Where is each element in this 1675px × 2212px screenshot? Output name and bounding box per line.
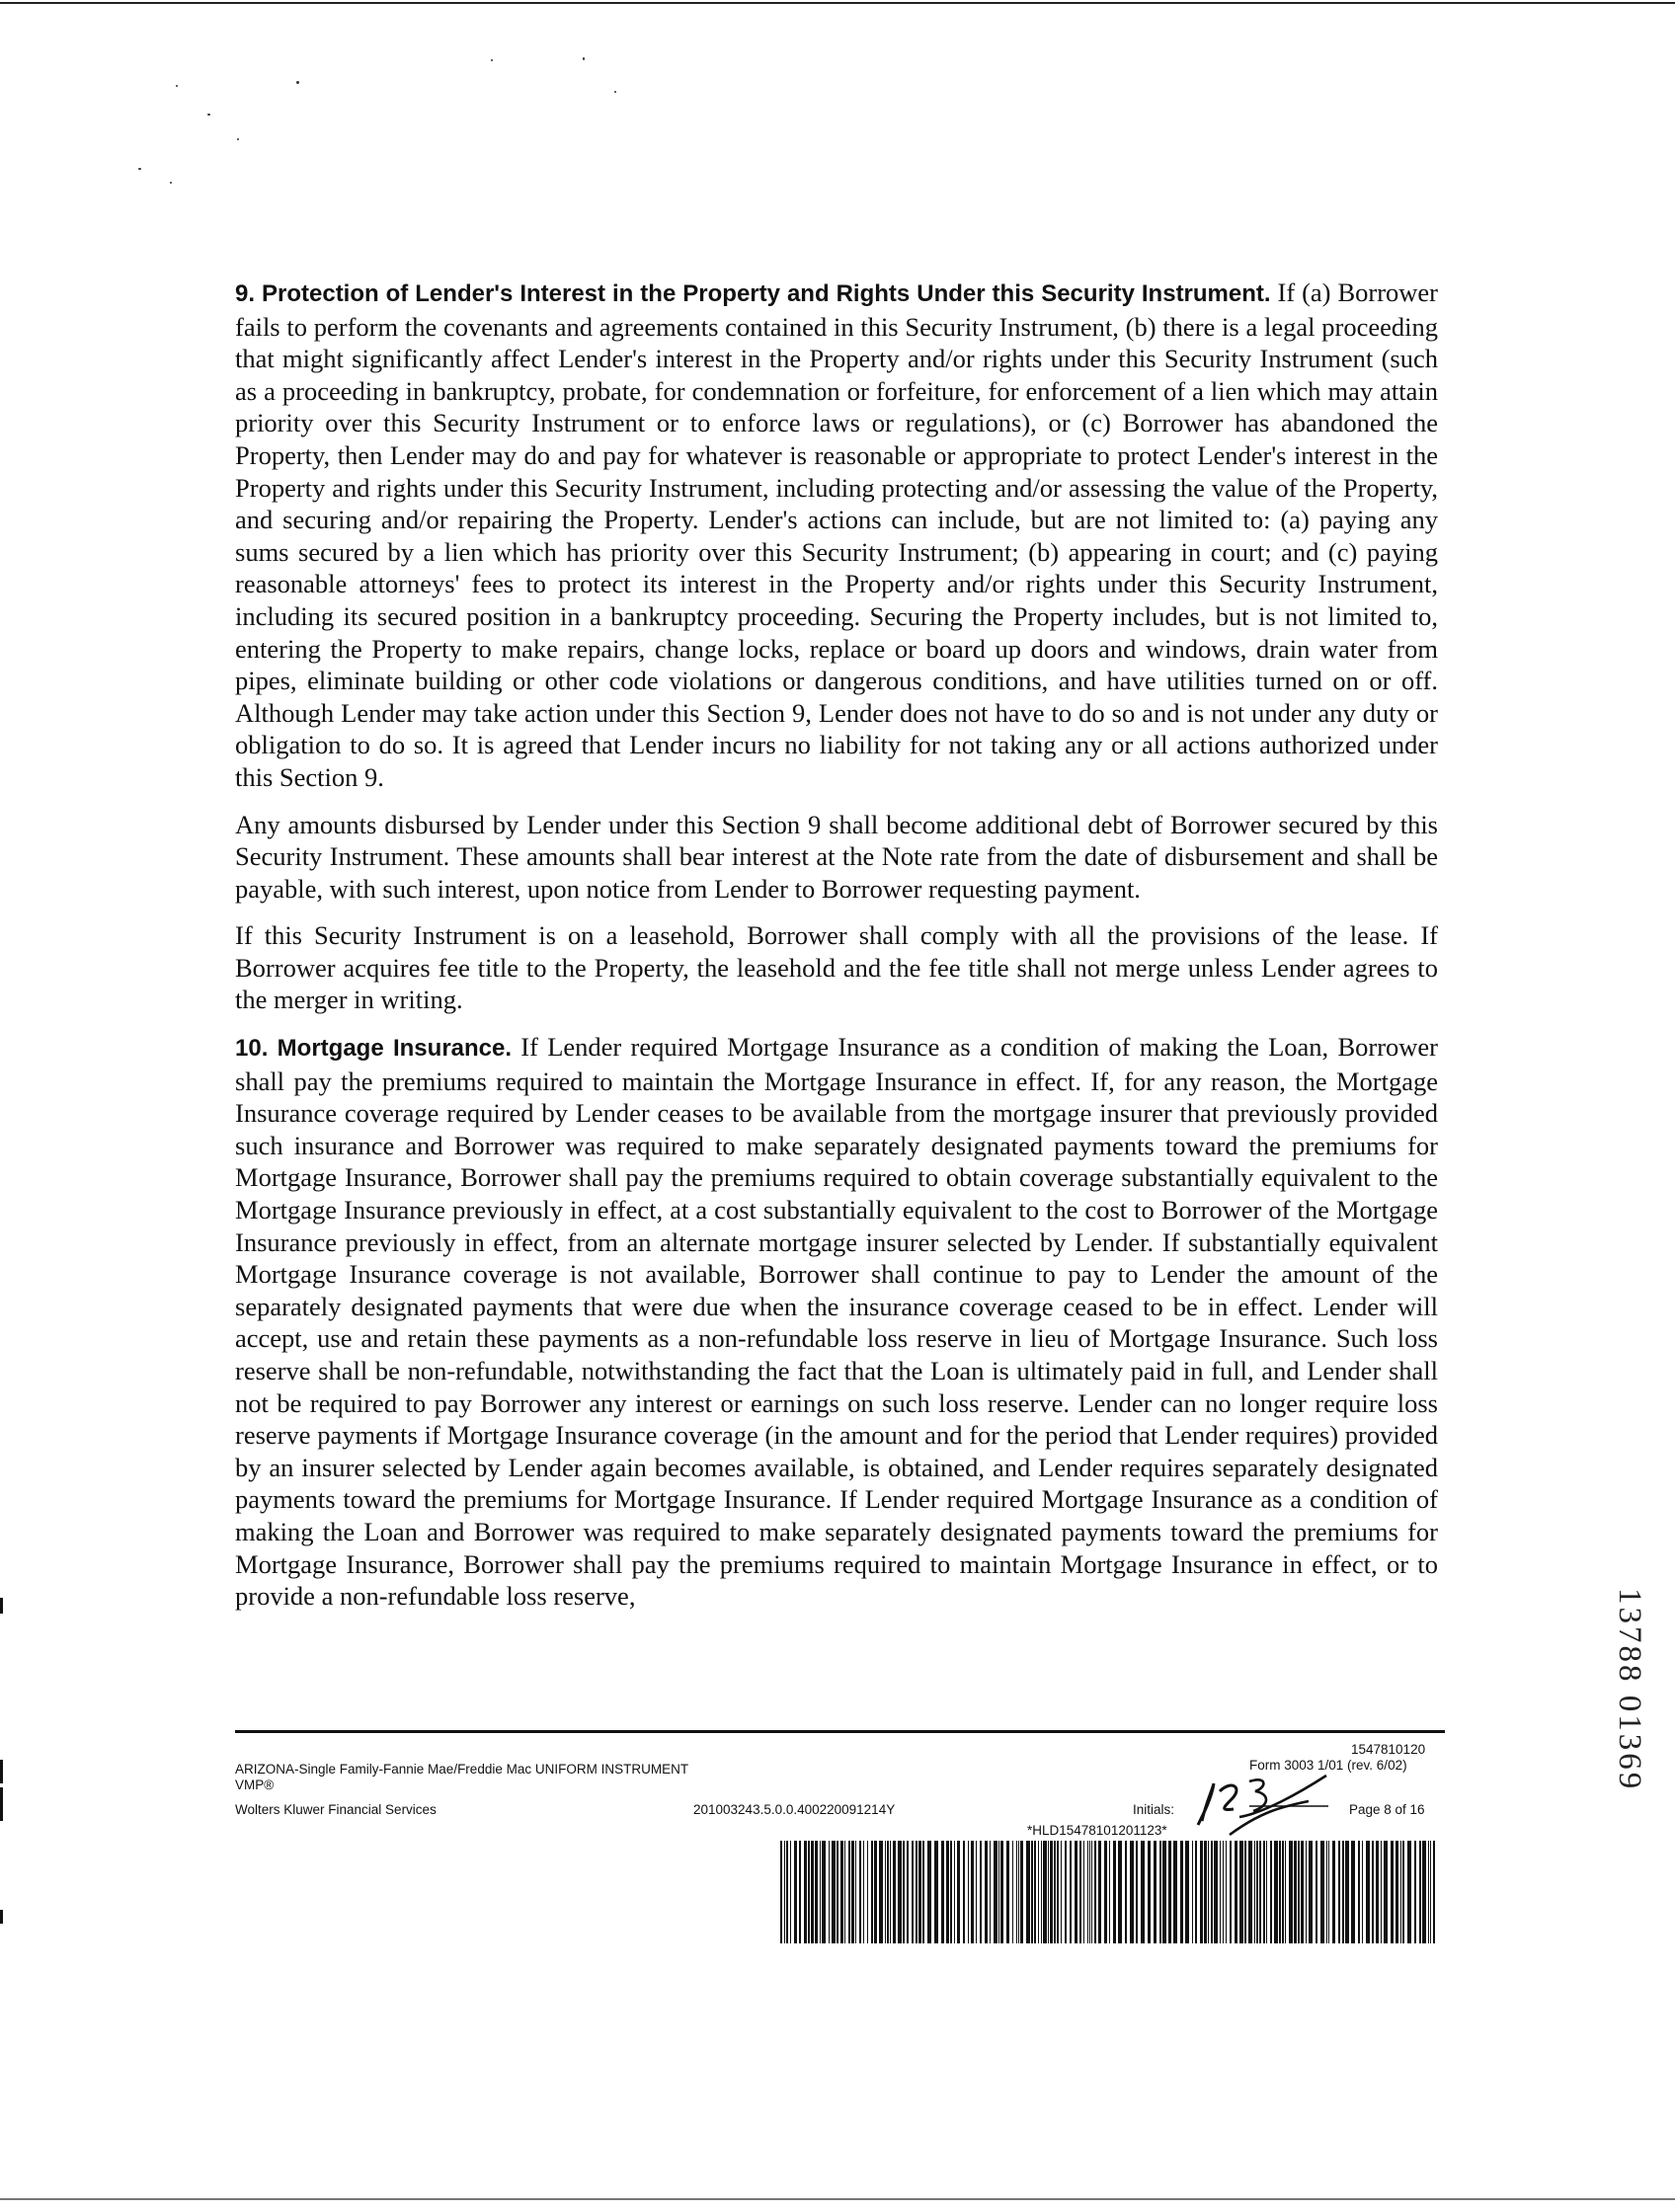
publisher: Wolters Kluwer Financial Services [235,1802,437,1817]
barcode-bar [1239,1841,1243,1943]
barcode-bar [1192,1841,1193,1943]
margin-tick [0,1787,3,1821]
scan-speck [296,81,299,84]
barcode-bar [1012,1841,1013,1943]
barcode-bar [1016,1841,1017,1943]
barcode-bar [1407,1841,1411,1943]
barcode-bar [1362,1841,1363,1943]
barcode-bar [1376,1841,1379,1943]
section-9-paragraph-3: If this Security Instrument is on a leasehold, Borrower shall comply with all the provisions of the lease. If Borrower acquires fee title to the Property, the leasehold and the fee title shall not merge unless Lender agrees to the merger in writing. [235,920,1438,1015]
section-10-text: If Lender required Mortgage Insurance as a condition of making the Loan, Borrower shall pay the premiums required to maintain the Mortgage Insurance in effect. If, for any reason, the Mortgage Insurance coverage required by Lender ceases to be available from the mortgage insurer that previously provided such insurance and Borrower was required to make separately designated payments toward the premiums for Mortgage Insurance, Borrower shall pay the premiums required to obtain coverage substantially equivalent to the Mortgage Insurance previously in effect, at a cost substantially equivalent to the cost to Borrower of the Mortgage Insurance previously in effect, from an alternate mortgage insurer selected by Lender. If substantially equivalent Mortgage Insurance coverage is not available, Borrower shall continue to pay to Lender the amount of the separately designated payments that were due when the insurance coverage ceased to be in effect. Lender will accept, use and retain these payments as a non-refundable loss reserve in lieu of Mortgage Insurance. Such loss reserve shall be non-refundable, notwithstanding the fact that the Loan is ultimately paid in full, and Lender shall not be required to pay Borrower any interest or earnings on such loss reserve. Lender can no longer require loss reserve payments if Mortgage Insurance coverage (in the amount and for the period that Lender requires) provided by an insurer selected by Lender again becomes available, is obtained, and Lender requires separately designated payments toward the premiums for Mortgage Insurance. If Lender required Mortgage Insurance as a condition of making the Loan and Borrower was required to make separately designated payments toward the premiums for Mortgage Insurance, Borrower shall pay the premiums required to maintain Mortgage Insurance in effect, or to provide a non-refundable loss reserve, [235,1032,1438,1612]
section-9-text: If (a) Borrower fails to perform the covenants and agreements contained in this Security Instrument, (b) there is a legal proceeding that might significantly affect Lender's interest in the Property and/or rights under this Security Instrument (such as a proceeding in bankruptcy, probate, for condemnation or forfeiture, for enforcement of a lien which may attain priority over this Security Instrument or to enforce laws or regulations), or (c) Borrower has abandoned the Property, then Lender may do and pay for whatever is reasonable or appropriate to protect Lender's interest in the Property and rights under this Security Instrument, including protecting and/or assessing the value of the Property, and securing and/or repairing the Property. Lender's actions can include, but are not limited to: (a) paying any sums secured by a lien which has priority over this Security Instrument; (b) appearing in court; and (c) paying reasonable attorneys' fees to protect its interest in the Property and/or rights under this Security Instrument, including its secured position in a bankruptcy proceeding. Securing the Property includes, but is not limited to, entering the Property to make repairs, change locks, replace or board up doors and windows, drain water from pipes, eliminate building or other code violations or dangerous conditions, and have utilities turned on or off. Although Lender may take action under this Section 9, Lender does not have to do so and is not under any duty or obligation to do so. It is agreed that Lender incurs no liability for not taking any or all actions authorized under this Section 9. [235,277,1438,792]
barcode-bar [1141,1841,1145,1943]
section-9-heading: 9. Protection of Lender's Interest in the Property and Rights Under this Security Instrument. [235,280,1271,307]
barcode-bar [912,1841,914,1943]
barcode-bar [941,1841,944,1943]
barcode-bar [1089,1841,1090,1943]
barcode-bar [885,1841,886,1943]
barcode-bar [1332,1841,1335,1943]
barcode-bar [1087,1841,1088,1943]
barcode-bar [1430,1841,1431,1943]
barcode-bar [799,1841,801,1943]
barcode-bar [1223,1841,1224,1943]
barcode-bar [1006,1841,1009,1943]
section-10-paragraph [235,1031,1438,1613]
barcode-bar [837,1841,838,1943]
barcode-bar [1211,1841,1213,1943]
barcode-bar [874,1841,877,1943]
footer-rule [235,1730,1445,1733]
barcode-bar [1226,1841,1227,1943]
barcode-bar [1054,1841,1056,1943]
barcode-bar [1381,1841,1382,1943]
barcode-bar [829,1841,830,1943]
barcode-bar [1038,1841,1039,1943]
barcode-bar [1338,1841,1340,1943]
scan-edge-top [0,2,1675,4]
barcode-bar [916,1841,917,1943]
barcode-bar [1328,1841,1329,1943]
barcode-bar [1065,1841,1067,1943]
barcode-bar [1079,1841,1081,1943]
barcode-bar [1285,1841,1286,1943]
section-9-paragraph [235,276,1438,794]
barcode-bar [1256,1841,1258,1943]
barcode-bar [1075,1841,1077,1943]
barcode-bar [1244,1841,1246,1943]
barcode-bar [1414,1841,1416,1943]
barcode-bar [1043,1841,1047,1943]
barcode-bar [1026,1841,1030,1943]
barcode-bar [1345,1841,1349,1943]
barcode-bar [985,1841,988,1943]
barcode-bar [1309,1841,1313,1943]
barcode-bar [1070,1841,1072,1943]
scan-edge-bottom [0,2198,1675,2200]
barcode-bar [859,1841,861,1943]
barcode-bar [922,1841,924,1943]
barcode-bar [918,1841,921,1943]
section-9-paragraph-2: Any amounts disbursed by Lender under this Section 9 shall become additional debt of Borrower secured by this Security Instrument. These amounts shall bear interest at the Note rate from the date of disbursement and shall be payable, with such interest, upon notice from Lender to Borrower requesting payment. [235,809,1438,904]
barcode-bar [971,1841,974,1943]
barcode-bar [898,1841,902,1943]
document-body [235,276,1438,1627]
barcode-bar [1113,1841,1116,1943]
barcode-bar [1248,1841,1252,1943]
form-number: Form 3003 1/01 (rev. 6/02) [1249,1758,1407,1773]
margin-tick [0,1598,3,1614]
barcode-bar [963,1841,965,1943]
scan-speck [237,138,239,140]
barcode-bar [957,1841,960,1943]
scan-speck [491,59,493,61]
barcode-bar [1235,1841,1237,1943]
margin-tick [0,1910,3,1924]
barcode-bar [811,1841,814,1943]
barcode-bar [950,1841,952,1943]
barcode-bar [822,1841,826,1943]
barcode-bar [1342,1841,1344,1943]
barcode-bar [976,1841,977,1943]
barcode-bar [1391,1841,1394,1943]
barcode-bar [1136,1841,1138,1943]
barcode-bar [1204,1841,1207,1943]
barcode-bar [840,1841,843,1943]
barcode-bar [1422,1841,1426,1943]
vmp-label: VMP® [235,1778,275,1792]
scan-speck [207,114,210,116]
barcode-bar [1020,1841,1023,1943]
barcode-bar [855,1841,856,1943]
barcode-bar [1109,1841,1110,1943]
barcode-bar [998,1841,999,1943]
barcode-bar [1282,1841,1284,1943]
barcode-bar [1048,1841,1049,1943]
barcode-bar [784,1841,785,1943]
barcode-bar [1402,1841,1404,1943]
barcode-bar [1270,1841,1272,1943]
barcode-bar [1419,1841,1421,1943]
barcode-bar [1091,1841,1092,1943]
side-stamp-number: 13788 01369 [1612,1588,1647,1792]
barcode-bar [1031,1841,1033,1943]
barcode-bar [1294,1841,1297,1943]
barcode-bar [1154,1841,1157,1943]
barcode-bar [890,1841,891,1943]
barcode-bar [808,1841,810,1943]
barcode-bar [1372,1841,1374,1943]
scan-speck [583,57,585,60]
barcode-bar [990,1841,991,1943]
barcode-bar [968,1841,969,1943]
barcode-bar [1094,1841,1096,1943]
barcode-bar [1104,1841,1107,1943]
form-title: ARIZONA-Single Family-Fannie Mae/Freddie Mac UNIFORM INSTRUMENT [235,1762,689,1777]
barcode-bar [1279,1841,1281,1943]
barcode-bar [1259,1841,1261,1943]
barcode-bar [1316,1841,1317,1943]
barcode-bar [1200,1841,1203,1943]
barcode-bar [1274,1841,1278,1943]
barcode-bar [1366,1841,1370,1943]
barcode-bar [1433,1841,1435,1943]
loan-number: 1547810120 [1351,1742,1426,1757]
barcode-bar [946,1841,949,1943]
barcode-bar [1195,1841,1197,1943]
barcode-bar [934,1841,938,1943]
barcode-bar [1130,1841,1134,1943]
barcode-bar [907,1841,909,1943]
barcode-bar [1057,1841,1059,1943]
barcode-bar [1384,1841,1388,1943]
barcode-bar [794,1841,797,1943]
document-code: 201003243.5.0.0.400220091214Y [693,1802,896,1817]
barcode-bar [1168,1841,1171,1943]
side-stamp [1614,1588,1653,1874]
initials-signature [1190,1774,1328,1843]
scan-speck [170,182,172,184]
barcode-bar [887,1841,889,1943]
barcode-bar [927,1841,931,1943]
barcode-bar [1159,1841,1161,1943]
barcode-bar [1125,1841,1127,1943]
barcode-bar [1220,1841,1221,1943]
barcode-bar [893,1841,896,1943]
barcode-bar [1230,1841,1232,1943]
barcode-bar [1050,1841,1053,1943]
barcode-bar [1428,1841,1429,1943]
barcode-bar [786,1841,788,1943]
barcode-bar [1000,1841,1003,1943]
barcode-bar [871,1841,873,1943]
initials-label: Initials: [1133,1802,1175,1817]
barcode-bar [1254,1841,1255,1943]
barcode-bar [863,1841,864,1943]
barcode-bar [1358,1841,1360,1943]
barcode-bar [815,1841,818,1943]
barcode-bar [1320,1841,1324,1943]
barcode-bar [879,1841,883,1943]
barcode-bar [1034,1841,1036,1943]
barcode-bar [1266,1841,1267,1943]
barcode-bar [1173,1841,1177,1943]
barcode-bar [790,1841,791,1943]
barcode-bar [1208,1841,1209,1943]
barcode-bar [1214,1841,1218,1943]
barcode-bar [1118,1841,1122,1943]
barcode-bar [1396,1841,1398,1943]
barcode-bar [851,1841,854,1943]
barcode-bar [1301,1841,1304,1943]
barcode-bar [1351,1841,1355,1943]
barcode-bar [848,1841,850,1943]
barcode-bar [1298,1841,1300,1943]
barcode-bar [1018,1841,1019,1943]
margin-tick [0,1760,3,1783]
barcode-bar [1306,1841,1307,1943]
barcode-bar [1098,1841,1101,1943]
scan-speck [614,91,616,93]
barcode-bar [780,1841,782,1943]
barcode-bar [1326,1841,1327,1943]
barcode-bar [1289,1841,1293,1943]
barcode-bar [1185,1841,1189,1943]
barcode-text: *HLD15478101201123* [1027,1823,1167,1838]
barcode-bar [954,1841,955,1943]
barcode-bar [1083,1841,1084,1943]
page-number: Page 8 of 16 [1349,1802,1425,1817]
barcode-bar [1041,1841,1042,1943]
barcode-bar [1400,1841,1401,1943]
barcode-bar [1061,1841,1062,1943]
barcode-bar [820,1841,821,1943]
barcode-bar [844,1841,845,1943]
barcode-bar [867,1841,868,1943]
barcode-bar [1180,1841,1183,1943]
barcode-bar [994,1841,997,1943]
section-10-heading: 10. Mortgage Insurance. [235,1035,513,1063]
scan-speck [176,85,178,87]
barcode-bar [832,1841,836,1943]
scan-speck [138,168,141,170]
barcode-bar [804,1841,807,1943]
barcode-bar [1162,1841,1166,1943]
barcode-bar [1263,1841,1265,1943]
barcode [780,1841,1437,1943]
barcode-bar [980,1841,982,1943]
barcode-bar [1148,1841,1151,1943]
barcode-bar [903,1841,905,1943]
